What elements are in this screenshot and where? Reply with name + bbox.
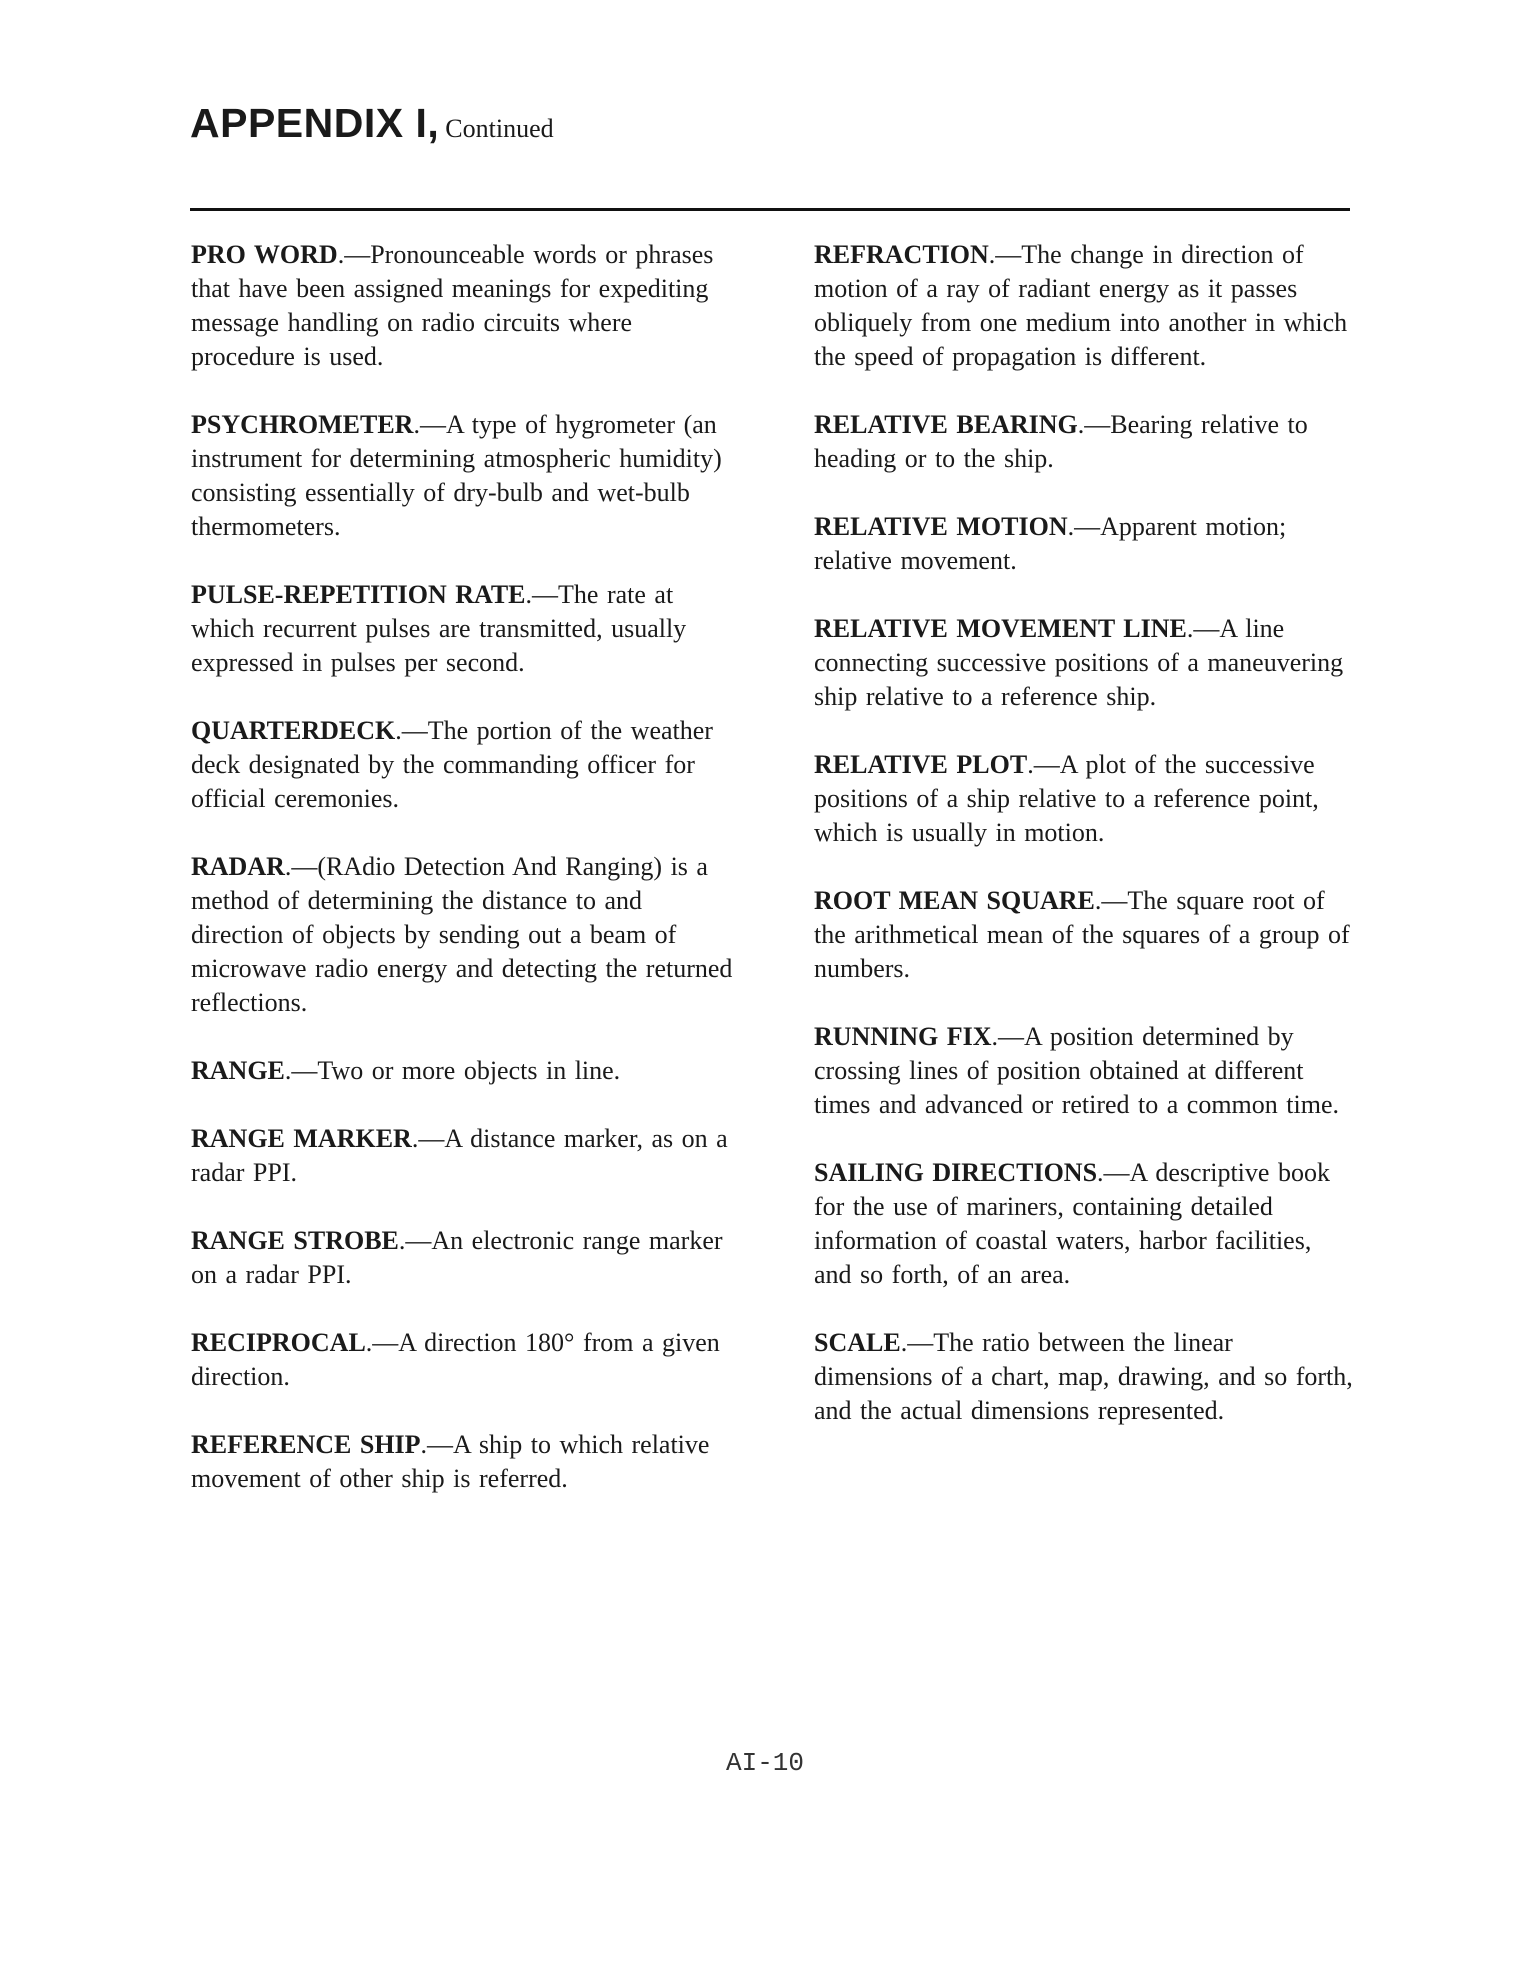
glossary-definition: .—An electronic range marker on a radar PPI. <box>191 1226 723 1289</box>
glossary-term: RADAR <box>191 852 285 881</box>
glossary-definition: .—A position determined by crossing lines of position obtained at different times and advanced or retired to a common time. <box>814 1022 1339 1119</box>
glossary-term: SAILING DIRECTIONS <box>814 1158 1098 1187</box>
glossary-term: RELATIVE PLOT <box>814 750 1028 779</box>
glossary-term: RANGE MARKER <box>191 1124 412 1153</box>
glossary-term: RELATIVE BEARING <box>814 410 1078 439</box>
glossary-entry <box>814 238 1354 374</box>
glossary-left-column <box>191 238 741 1530</box>
glossary-definition: .—Apparent motion; relative movement. <box>814 512 1287 575</box>
glossary-entry <box>191 1326 741 1394</box>
glossary-term: RANGE <box>191 1056 285 1085</box>
glossary-entry <box>191 1054 741 1088</box>
glossary-entry <box>191 714 741 816</box>
glossary-term: REFRACTION <box>814 240 989 269</box>
glossary-term: RUNNING FIX <box>814 1022 992 1051</box>
glossary-term: PRO WORD <box>191 240 338 269</box>
glossary-entry <box>191 578 741 680</box>
glossary-entry <box>814 1326 1354 1428</box>
glossary-definition: .—Pronounceable words or phrases that have been assigned meanings for expediting message handling on radio circuits where procedure is used. <box>191 240 714 371</box>
glossary-term: PULSE-REPETITION RATE <box>191 580 526 609</box>
glossary-definition: .—(RAdio Detection And Ranging) is a method of determining the distance to and direction of objects by sending out a beam of microwave radio energy and detecting the returned reflections. <box>191 852 733 1017</box>
glossary-entry <box>191 238 741 374</box>
glossary-definition: .—The change in direction of motion of a ray of radiant energy as it passes obliquely from one medium into another in which the speed of propagation is different. <box>814 240 1348 371</box>
glossary-entry <box>191 850 741 1020</box>
glossary-entry <box>814 612 1354 714</box>
glossary-term: SCALE <box>814 1328 901 1357</box>
glossary-term: PSYCHROMETER <box>191 410 414 439</box>
glossary-definition: .—A ship to which relative movement of other ship is referred. <box>191 1430 710 1493</box>
appendix-heading: APPENDIX I, <box>190 100 440 146</box>
glossary-definition: .—Two or more objects in line. <box>284 1056 621 1085</box>
glossary-definition: .—The portion of the weather deck designated by the commanding officer for official ceremonies. <box>191 716 713 813</box>
glossary-term: QUARTERDECK <box>191 716 396 745</box>
glossary-entry <box>814 748 1354 850</box>
header-divider <box>190 208 1350 211</box>
glossary-definition: .—A descriptive book for the use of mariners, containing detailed information of coastal waters, harbor facilities, and so forth, of an area. <box>814 1158 1330 1289</box>
glossary-definition: .—Bearing relative to heading or to the ship. <box>814 410 1308 473</box>
glossary-entry <box>814 408 1354 476</box>
page-number: AI-10 <box>725 1748 804 1778</box>
glossary-entry <box>191 408 741 544</box>
glossary-definition: .—The ratio between the linear dimensions of a chart, map, drawing, and so forth, and the actual dimensions represented. <box>814 1328 1353 1425</box>
glossary-entry <box>814 884 1354 986</box>
glossary-entry <box>814 1020 1354 1122</box>
page-title <box>190 100 554 147</box>
glossary-term: REFERENCE SHIP <box>191 1430 421 1459</box>
glossary-definition: .—A line connecting successive positions of a maneuvering ship relative to a reference ship. <box>814 614 1344 711</box>
glossary-definition: .—A direction 180° from a given direction. <box>191 1328 720 1391</box>
glossary-definition: .—The rate at which recurrent pulses are transmitted, usually expressed in pulses per second. <box>191 580 687 677</box>
glossary-entry <box>191 1122 741 1190</box>
glossary-entry <box>814 1156 1354 1292</box>
glossary-definition: .—The square root of the arithmetical mean of the squares of a group of numbers. <box>814 886 1350 983</box>
glossary-definition: .—A plot of the successive positions of a ship relative to a reference point, which is usually in motion. <box>814 750 1319 847</box>
glossary-term: RELATIVE MOTION <box>814 512 1068 541</box>
glossary-term: RELATIVE MOVEMENT LINE <box>814 614 1187 643</box>
glossary-entry <box>814 510 1354 578</box>
glossary-term: ROOT MEAN SQUARE <box>814 886 1095 915</box>
glossary-definition: .—A distance marker, as on a radar PPI. <box>191 1124 728 1187</box>
glossary-term: RANGE STROBE <box>191 1226 399 1255</box>
glossary-definition: .—A type of hygrometer (an instrument for determining atmospheric humidity) consisting essentially of dry-bulb and wet-bulb thermometers. <box>191 410 722 541</box>
glossary-entry <box>191 1428 741 1496</box>
continued-label: Continued <box>445 114 554 143</box>
glossary-term: RECIPROCAL <box>191 1328 366 1357</box>
glossary-right-column <box>814 238 1354 1462</box>
glossary-entry <box>191 1224 741 1292</box>
